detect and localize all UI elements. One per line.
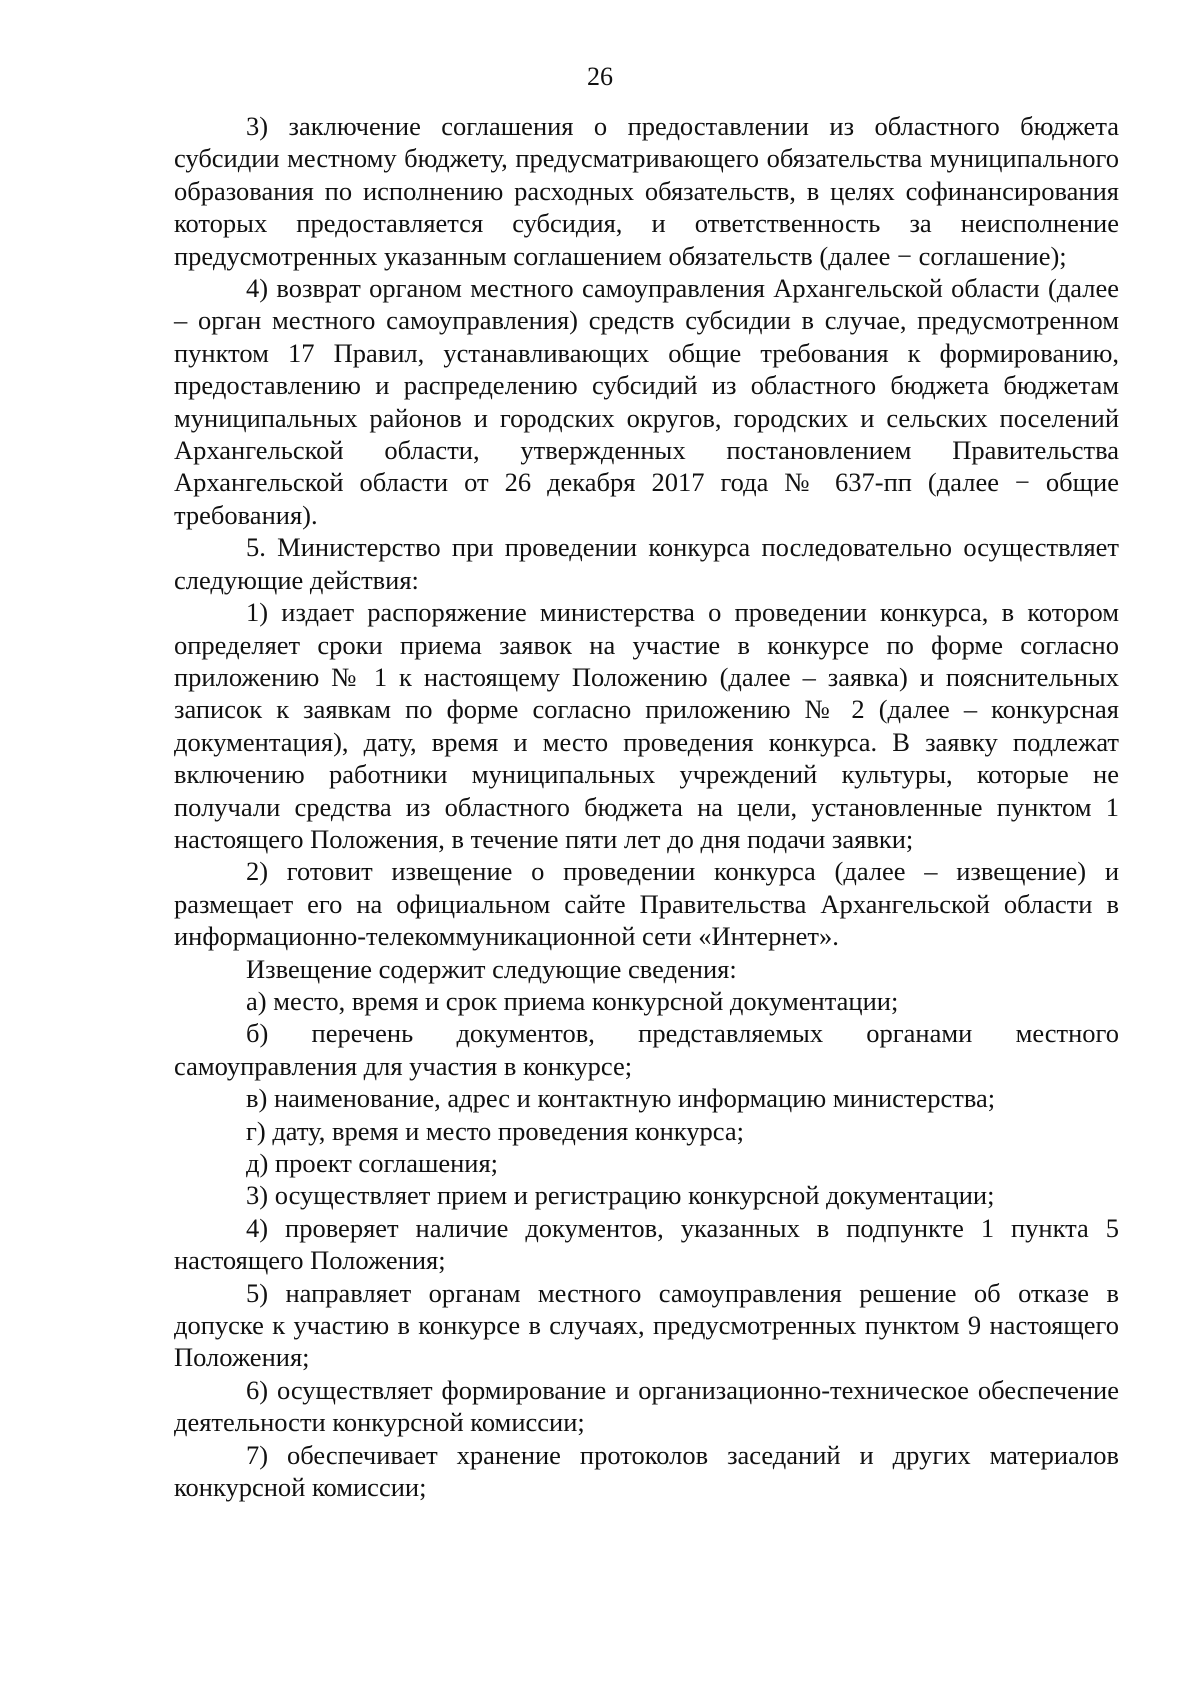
paragraph-subitem-5-refusal: 5) направляет органам местного самоуправления решение об отказе в допуске к участию в конкурсе в случаях, предусмотренных пунктом 9 настоящего Положения; — [174, 1277, 1119, 1373]
paragraph-subitem-2-notice: 2) готовит извещение о проведении конкурса (далее – извещение) и размещает его на официальном сайте Правительства Архангельской области в информационно-телекоммуникационной сети «Интернет». — [174, 856, 1119, 952]
paragraph-notice-item-d: д) проект соглашения; — [246, 1148, 499, 1178]
paragraph-subitem-6-commission: 6) осуществляет формирование и организационно-техническое обеспечение деятельности конкурсной комиссии; — [174, 1374, 1119, 1438]
paragraph-notice-contents: Извещение содержит следующие сведения: — [246, 953, 737, 984]
paragraph-item-4-refund: 4) возврат органом местного самоуправления Архангельской области (далее – орган местного самоуправления) средств субсидии в случае, предусмотренном пунктом 17 Правил, устанавливающих общие требования к формированию, предоставлению и распределению субсидий из областного бюджета бюджетам муниципальных районов и городских округов, городских и сельских поселений Архангельской области, утвержденных постановлением Правительства Архангельской области от 26 декабря 2017 года № 637-пп (далее − общие требования). — [174, 273, 1119, 530]
paragraph-notice-item-v: в) наименование, адрес и контактную информацию министерства; — [246, 1083, 996, 1114]
paragraph-notice-item-g: г) дату, время и место проведения конкурса; — [246, 1115, 744, 1146]
paragraph-point-5-ministry-actions: 5. Министерство при проведении конкурса последовательно осуществляет следующие действия: — [174, 532, 1119, 595]
paragraph-notice-item-b: б) перечень документов, представляемых органами местного самоуправления для участия в конкурсе; — [174, 1018, 1119, 1081]
paragraph-item-3-agreement: 3) заключение соглашения о предоставлении из областного бюджета субсидии местному бюджету, предусматривающего обязательства муниципального образования по исполнению расходных обязательств, в целях софинансирования которых предоставляется субсидия, и ответственность за неисполнение предусмотренных указанным соглашением обязательств (далее − соглашение); — [174, 111, 1119, 271]
paragraph-notice-item-a: а) место, время и срок приема конкурсной документации; — [246, 985, 899, 1016]
document-body — [174, 110, 1119, 1503]
page-number: 26 — [587, 62, 613, 91]
paragraph-subitem-3-registration: 3) осуществляет прием и регистрацию конкурсной документации; — [246, 1180, 995, 1211]
paragraph-subitem-1-order: 1) издает распоряжение министерства о проведении конкурса, в котором определяет сроки приема заявок на участие в конкурсе по форме согласно приложению № 1 к настоящему Положению (далее – заявка) и пояснительных записок к заявкам по форме согласно приложению № 2 (далее – конкурсная документация), дату, время и место проведения конкурса. В заявку подлежат включению работники муниципальных учреждений культуры, которые не получали средства из областного бюджета на цели, установленные пунктом 1 настоящего Положения, в течение пяти лет до дня подачи заявки; — [174, 597, 1119, 854]
paragraph-subitem-7-storage: 7) обеспечивает хранение протоколов заседаний и других материалов конкурсной комиссии; — [174, 1439, 1119, 1503]
paragraph-subitem-4-verification: 4) проверяет наличие документов, указанных в подпункте 1 пункта 5 настоящего Положения; — [174, 1212, 1119, 1276]
